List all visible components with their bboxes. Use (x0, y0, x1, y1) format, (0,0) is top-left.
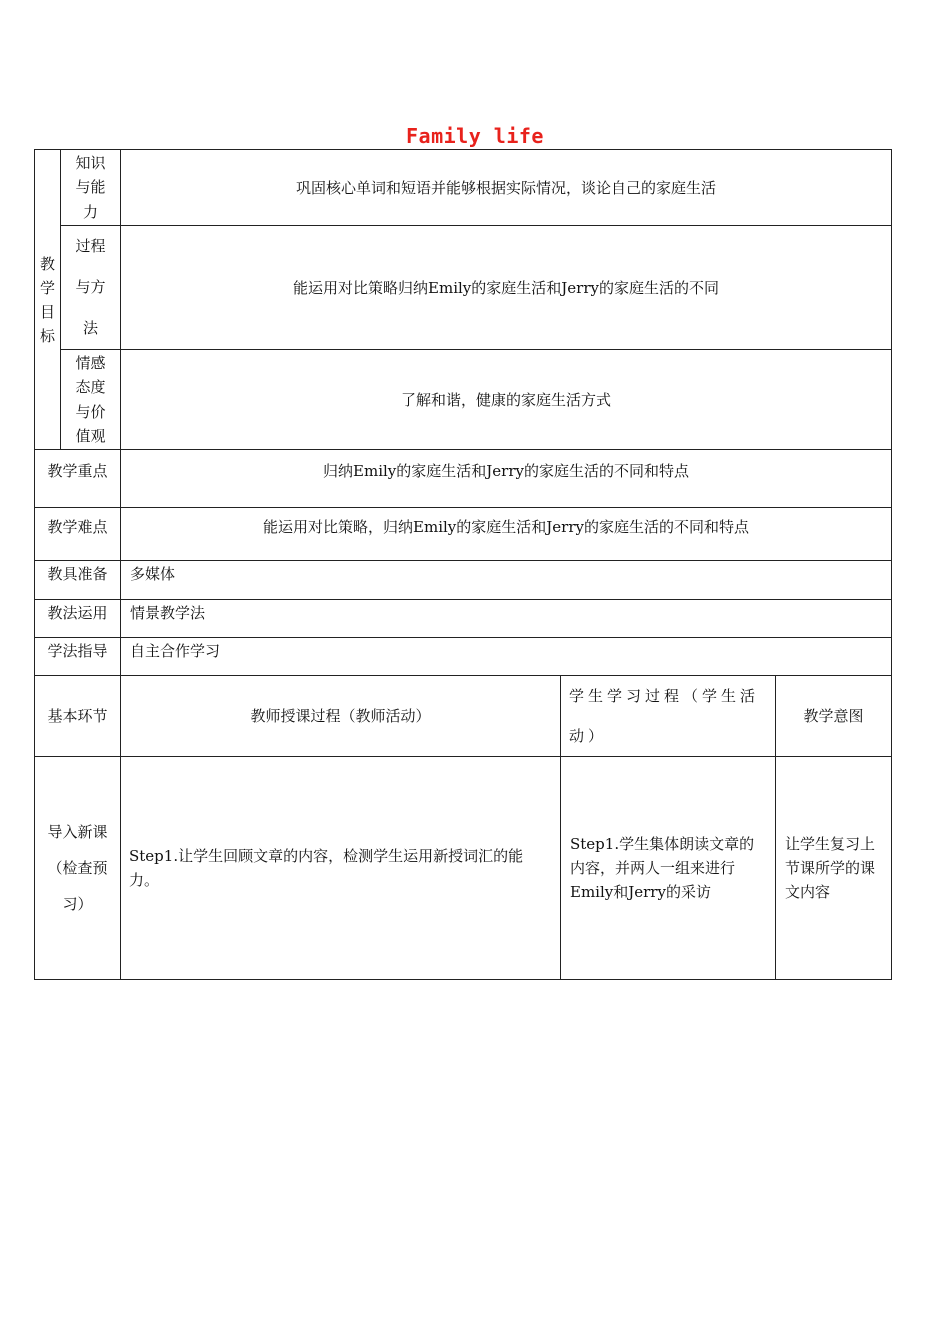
objectives-label: 教学目标 (39, 254, 55, 345)
study-row (35, 638, 892, 676)
header-intent: 教学意图 (776, 676, 892, 757)
objective-sub-label (61, 350, 121, 450)
objective-row-emotion (35, 350, 892, 450)
objective-sub-text: 知识与能力 (75, 153, 106, 221)
objective-sub-label (61, 226, 121, 350)
method-content: 情景教学法 (121, 600, 892, 638)
difficulty-label: 教学难点 (35, 508, 121, 561)
study-content: 自主合作学习 (121, 638, 892, 676)
document-title: Family life (406, 124, 544, 148)
step-teacher: Step1.让学生回顾文章的内容，检测学生运用新授词汇的能力。 (121, 757, 561, 980)
objective-content: 了解和谐，健康的家庭生活方式 (121, 350, 892, 450)
header-teacher: 教师授课过程（教师活动） (121, 676, 561, 757)
objective-sub-text: 情感态度与价值观 (75, 353, 106, 445)
tools-content: 多媒体 (121, 561, 892, 600)
header-row (35, 676, 892, 757)
header-stage: 基本环节 (35, 676, 121, 757)
study-label: 学法指导 (35, 638, 121, 676)
tools-row (35, 561, 892, 600)
step-student: Step1.学生集体朗读文章的内容，并两人一组来进行Emily和Jerry的采访 (561, 757, 776, 980)
lesson-plan-table (34, 149, 892, 980)
key-point-row (35, 450, 892, 508)
objective-content: 巩固核心单词和短语并能够根据实际情况，谈论自己的家庭生活 (121, 150, 892, 226)
objectives-label-cell (35, 150, 61, 450)
method-label: 教法运用 (35, 600, 121, 638)
header-student: 学生学习过程（学生活动） (561, 676, 776, 757)
objective-row-knowledge (35, 150, 892, 226)
step-row (35, 757, 892, 980)
step-stage: 导入新课（检查预习） (47, 823, 108, 913)
method-row (35, 600, 892, 638)
key-point-label: 教学重点 (35, 450, 121, 508)
step-intent: 让学生复习上节课所学的课文内容 (776, 757, 892, 980)
difficulty-row (35, 508, 892, 561)
tools-label: 教具准备 (35, 561, 121, 600)
objective-sub-label (61, 150, 121, 226)
objective-sub-text: 过程与方法 (75, 237, 106, 337)
step-stage-cell (35, 757, 121, 980)
key-point-content: 归纳Emily的家庭生活和Jerry的家庭生活的不同和特点 (121, 450, 892, 508)
difficulty-content: 能运用对比策略，归纳Emily的家庭生活和Jerry的家庭生活的不同和特点 (121, 508, 892, 561)
objective-row-process (35, 226, 892, 350)
objective-content: 能运用对比策略归纳Emily的家庭生活和Jerry的家庭生活的不同 (121, 226, 892, 350)
